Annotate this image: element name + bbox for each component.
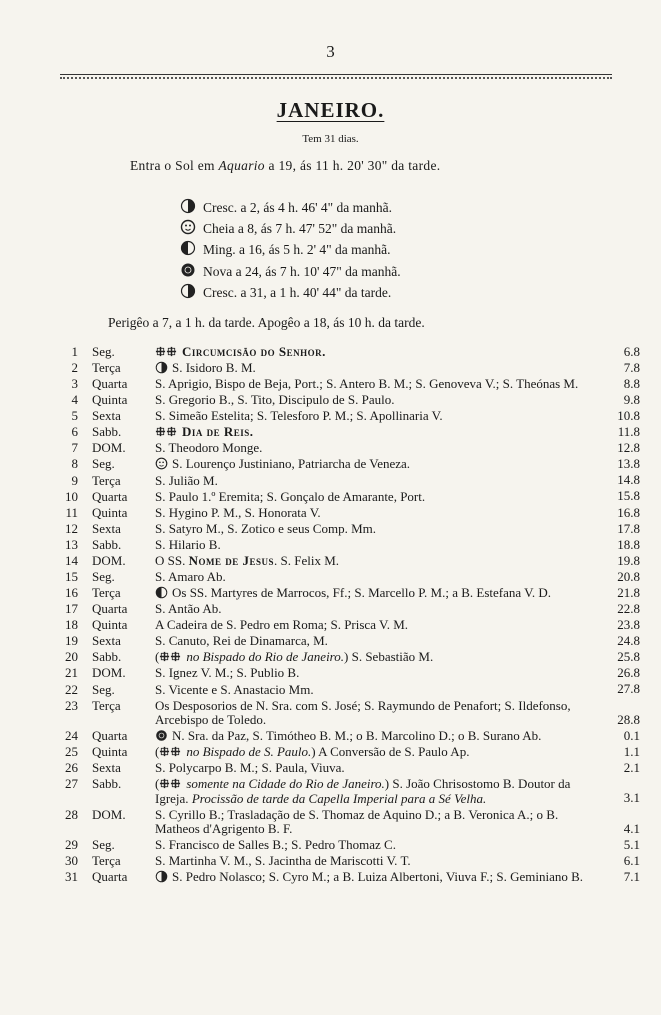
day-number: 27 [65,776,78,792]
sun-entry [130,158,440,174]
day-entry [155,409,595,423]
entry-text: no Bispado do Rio de Janeiro. [186,649,345,665]
header-dotted-rule [60,77,612,79]
entry-text: . S. Felix M. [274,552,340,568]
calendar-row [0,728,661,744]
tide-value: 6.1 [623,852,640,868]
entry-text: N. Sra. da Paz, S. Timótheo B. M.; o B. Marcolino D.; o B. Surano Ab. [172,727,542,743]
day-number: 9 [71,472,78,488]
calendar-row [0,489,661,505]
tide-value: 27.8 [617,681,640,697]
day-number: 11 [65,504,78,520]
day-entry [155,666,595,680]
calendar-row [0,649,661,665]
entry-text: ( [155,649,160,665]
entry-text: ) S. Sebastião M. [344,649,434,665]
calendar-row [0,440,661,456]
tide-value: 16.8 [617,504,640,520]
day-entry [155,441,595,455]
entry-text: S. Lourenço Justiniano, Patriarcha de Veneza. [172,456,411,472]
weekday: Seg. [92,568,115,584]
calendar-row [0,760,661,776]
weekday: Quinta [92,392,128,408]
day-number: 17 [65,601,78,617]
first-quarter-icon [180,283,196,299]
moon-phase-text: Ming. a 16, ás 5 h. 2' 4" da manhã. [203,242,391,258]
weekday: DOM. [92,552,126,568]
day-number: 16 [65,585,78,601]
tide-value: 28.8 [617,711,640,727]
entry-text: S. Paulo 1.º Eremita; S. Gonçalo de Amarante, Port. [155,488,426,504]
day-number: 6 [71,424,78,440]
month-title: JANEIRO. [276,98,385,122]
entry-text: S. Martinha V. M., S. Jacintha de Mariscotti V. T. [155,853,411,869]
calendar-row [0,473,661,489]
weekday: Sexta [92,520,121,536]
weekday: Quinta [92,744,128,760]
day-entry [155,854,595,868]
tide-value: 11.8 [617,424,640,440]
entry-text: somente na Cidade do Rio de Janeiro. [186,776,385,792]
weekday: Sabb. [92,649,122,665]
calendar-row [0,617,661,633]
calendar-row [0,553,661,569]
calendar-row [0,601,661,617]
cross-icon [159,651,181,663]
tide-value: 25.8 [617,649,640,665]
tide-value: 18.8 [617,536,640,552]
day-entry [155,393,595,407]
day-entry [155,777,595,806]
day-number: 4 [71,392,78,408]
calendar-row [0,853,661,869]
calendar-list [0,344,661,885]
day-entry [155,554,595,568]
entry-text: S. Francisco de Salles B.; S. Pedro Thomaz C. [155,836,396,852]
entry-text: S. Cyrillo B.; Trasladação de S. Thomaz de Aquino D.; a B. Veronica A.; o B. Matheos d'Agrigento B. F. [155,806,559,836]
tide-value: 3.1 [623,790,640,806]
day-number: 3 [71,376,78,392]
entry-text: Circumcisão do Senhor. [182,343,326,359]
tide-value: 9.8 [623,392,640,408]
tide-value: 19.8 [617,552,640,568]
day-entry [155,699,595,728]
day-entry [155,808,595,837]
sun-sign: Aquario [218,158,265,173]
entry-text: Os Desposorios de N. Sra. com S. José; S. Raymundo de Penafort; S. Ildefonso, Arcebispo de Toledo. [155,697,571,727]
entry-text: S. Hygino P. M., S. Honorata V. [155,504,321,520]
day-entry [155,538,595,552]
day-number: 30 [65,853,78,869]
tide-value: 12.8 [617,440,640,456]
moon-phase-row [180,239,401,260]
day-number: 18 [65,617,78,633]
header-rule [60,74,612,75]
moon-phase-text: Cresc. a 31, a 1 h. 40' 44" da tarde. [203,284,392,300]
calendar-row [0,585,661,601]
first-quarter-icon [180,198,196,214]
day-number: 7 [71,440,78,456]
day-number: 31 [65,869,78,885]
tide-value: 5.1 [623,836,640,852]
entry-text: A Cadeira de S. Pedro em Roma; S. Prisca V. M. [155,617,409,633]
day-number: 28 [65,806,78,822]
calendar-row [0,569,661,585]
entry-text: S. Julião M. [155,472,218,488]
day-entry [155,634,595,648]
last-quarter-icon [180,240,196,256]
day-entry [155,650,595,664]
day-number: 26 [65,760,78,776]
sun-suffix: a 19, ás 11 h. 20' 30" da tarde. [264,158,441,173]
day-number: 15 [65,568,78,584]
entry-text: S. Theodoro Monge. [155,440,263,456]
calendar-row [0,633,661,649]
entry-text: S. Isidoro B. M. [172,359,256,375]
weekday: Terça [92,697,121,713]
calendar-row [0,521,661,537]
entry-text: ( [155,776,160,792]
entry-text: S. Antão Ab. [155,601,222,617]
day-number: 5 [71,408,78,424]
weekday: Seg. [92,681,115,697]
sun-prefix: Entra o Sol em [130,158,219,173]
weekday: Terça [92,472,121,488]
cross-icon [155,426,177,438]
weekday: Terça [92,585,121,601]
day-entry [155,474,595,488]
calendar-row [0,344,661,360]
weekday: DOM. [92,440,126,456]
calendar-row [0,666,661,682]
page-number: 3 [326,42,335,61]
day-number: 13 [65,536,78,552]
calendar-row [0,408,661,424]
entry-text: S. Satyro M., S. Zotico e seus Comp. Mm. [155,520,377,536]
first-quarter-moon-icon [155,361,168,374]
day-entry [155,729,595,743]
day-entry [155,870,595,884]
day-entry [155,490,595,504]
calendar-row [0,537,661,553]
tide-value: 22.8 [617,601,640,617]
tide-value: 13.8 [617,456,640,472]
tide-value: 0.1 [623,727,640,743]
entry-text: S. Pedro Nolasco; S. Cyro M.; a B. Luiza Albertoni, Viuva F.; S. Geminiano B. [172,869,584,885]
entry-text: S. Amaro Ab. [155,568,226,584]
day-entry [155,570,595,584]
moon-phase-row [180,282,401,303]
weekday: DOM. [92,665,126,681]
entry-text: S. Ignez V. M.; S. Publio B. [155,665,300,681]
day-entry [155,425,595,439]
day-entry [155,506,595,520]
weekday: DOM. [92,806,126,822]
tide-value: 7.1 [623,869,640,885]
cross-icon [155,346,177,358]
perigee-apogee: Perigêo a 7, a 1 h. da tarde. Apogêo a 18, ás 10 h. da tarde. [108,315,425,330]
tide-value: 23.8 [617,617,640,633]
weekday: Seg. [92,836,115,852]
day-entry [155,745,595,759]
day-entry [155,586,595,600]
weekday: Sabb. [92,424,122,440]
weekday: Seg. [92,343,115,359]
day-entry [155,377,595,391]
entry-text: Nome de Jesus [188,552,275,568]
entry-text: S. Aprigio, Bispo de Beja, Port.; S. Antero B. M.; S. Genoveva V.; S. Theónas M. [155,376,579,392]
day-entry [155,838,595,852]
day-entry [155,761,595,775]
full-moon-icon [155,457,168,470]
day-number: 19 [65,633,78,649]
weekday: Quarta [92,376,128,392]
weekday: Quarta [92,488,128,504]
day-number: 24 [65,727,78,743]
entry-text: ) A Conversão de S. Paulo Ap. [311,744,470,760]
calendar-row [0,392,661,408]
tide-value: 24.8 [617,633,640,649]
weekday: Sexta [92,408,121,424]
tide-value: 6.8 [623,343,640,359]
day-number: 29 [65,836,78,852]
day-number: 22 [65,681,78,697]
entry-text: S. Gregorio B., S. Tito, Discipulo de S. Paulo. [155,392,395,408]
day-entry [155,683,595,697]
tide-value: 1.1 [623,743,640,759]
entry-text: S. Hilario B. [155,536,221,552]
new-moon-icon [180,262,196,278]
weekday: Quarta [92,727,128,743]
weekday: Seg. [92,456,115,472]
tide-value: 10.8 [617,408,640,424]
entry-text: S. Canuto, Rei de Dinamarca, M. [155,633,328,649]
moon-phases [180,197,401,303]
day-number: 21 [65,665,78,681]
day-entry [155,361,595,375]
entry-text: Dia de Reis. [182,424,254,440]
tide-value: 17.8 [617,520,640,536]
tide-value: 20.8 [617,568,640,584]
day-number: 1 [71,343,78,359]
weekday: Quarta [92,601,128,617]
weekday: Sexta [92,760,121,776]
entry-text: ) S. João Chrisostomo B. Doutor da Igreja. [155,776,571,806]
cross-icon [159,778,181,790]
day-number: 14 [65,552,78,568]
moon-phase-text: Cheia a 8, ás 7 h. 47' 52" da manhã. [203,221,397,237]
first-quarter-moon-icon [155,870,168,883]
calendar-row [0,424,661,440]
day-number: 8 [71,456,78,472]
tide-value: 4.1 [623,820,640,836]
day-entry [155,457,595,471]
day-entry [155,345,595,359]
tide-value: 26.8 [617,665,640,681]
moon-phase-row [180,218,401,239]
entry-text: no Bispado de S. Paulo. [186,744,312,760]
entry-text: S. Simeão Estelita; S. Telesforo P. M.; S. Apollinaria V. [155,408,443,424]
calendar-row [0,698,661,728]
day-number: 2 [71,359,78,375]
day-number: 25 [65,744,78,760]
weekday: Sabb. [92,776,122,792]
entry-text: S. Polycarpo B. M.; S. Paula, Viuva. [155,760,345,776]
weekday: Quarta [92,869,128,885]
moon-phase-text: Cresc. a 2, ás 4 h. 46' 4" da manhã. [203,200,393,215]
day-number: 23 [65,697,78,713]
day-entry [155,602,595,616]
day-entry [155,522,595,536]
moon-phase-row [180,261,401,282]
full-moon-icon [180,219,196,235]
calendar-row [0,776,661,806]
weekday: Quinta [92,504,128,520]
calendar-row [0,869,661,885]
weekday: Terça [92,359,121,375]
tide-value: 15.8 [617,488,640,504]
tide-value: 21.8 [617,584,640,600]
tide-value: 8.8 [623,375,640,391]
day-number: 10 [65,488,78,504]
tide-value: 14.8 [617,472,640,488]
cross-icon [159,746,181,758]
calendar-row [0,376,661,392]
entry-text: Os SS. Martyres de Marrocos, Ff.; S. Marcello P. M.; a B. Estefana V. D. [172,585,552,601]
new-moon-icon [155,729,168,742]
day-number: 20 [65,649,78,665]
weekday: Quinta [92,617,128,633]
entry-text: Procissão de tarde da Capella Imperial para a Sé Velha. [191,790,487,806]
moon-phase-text: Nova a 24, ás 7 h. 10' 47" da manhã. [203,263,401,279]
moon-phase-row [180,197,401,218]
last-quarter-moon-icon [155,586,168,599]
calendar-row [0,807,661,837]
calendar-row [0,457,661,473]
calendar-row [0,744,661,760]
weekday: Terça [92,853,121,869]
day-entry [155,618,595,632]
weekday: Sabb. [92,536,122,552]
calendar-row [0,360,661,376]
day-number: 12 [65,520,78,536]
tide-value: 2.1 [623,760,640,776]
entry-text: S. Vicente e S. Anastacio Mm. [155,681,314,697]
weekday: Sexta [92,633,121,649]
calendar-row [0,505,661,521]
entry-text: O SS. [155,552,189,568]
entry-text: ( [155,744,160,760]
days-note: Tem 31 dias. [302,133,359,145]
calendar-row [0,682,661,698]
calendar-row [0,837,661,853]
tide-value: 7.8 [623,359,640,375]
